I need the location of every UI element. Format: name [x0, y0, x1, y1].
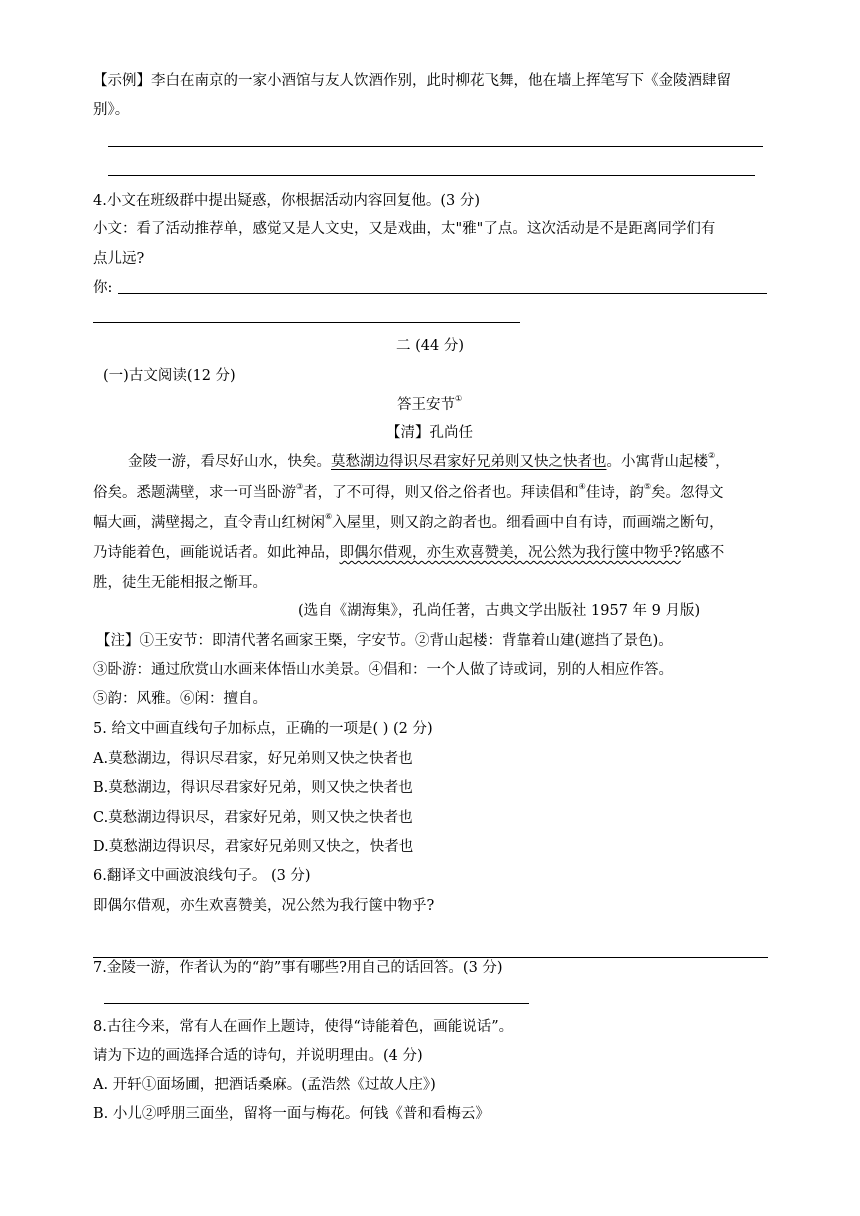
- q4-title: 4.小文在班级群中提出疑惑，你根据活动内容回复他。(3 分): [93, 193, 480, 209]
- section-subheading: (一)古文阅读(12 分): [103, 368, 236, 384]
- example-line-1: 【示例】李白在南京的一家小酒馆与友人饮酒作别，此时柳花飞舞，他在墙上挥笔写下《金陵酒肆留: [93, 73, 731, 89]
- q4-xiaowen-line-1: 小文：看了活动推荐单，感觉又是人文史，又是戏曲，太"雅"了点。这次活动是不是距离同学们有: [93, 221, 716, 237]
- footnote-marker: ①: [455, 394, 463, 403]
- q5-option-c[interactable]: C.莫愁湖边得识尽，君家好兄弟，则又快之快者也: [93, 810, 413, 826]
- answer-line[interactable]: [108, 175, 755, 176]
- q6-title: 6.翻译文中画波浪线句子。 (3 分): [93, 868, 311, 884]
- answer-line[interactable]: [108, 146, 763, 147]
- passage-title: 答王安节①: [397, 394, 463, 413]
- example-line-2: 别》。: [93, 102, 130, 118]
- answer-line[interactable]: [104, 1003, 529, 1004]
- answer-line[interactable]: [118, 293, 767, 294]
- passage-author: 【清】孔尚任: [386, 425, 473, 441]
- passage-line-1: 金陵一游，看尽好山水，快矣。莫愁湖边得识尽君家好兄弟则又快之快者也。小寓背山起楼②，: [128, 451, 730, 470]
- q8-instruction: 请为下边的画选择合适的诗句，并说明理由。(4 分): [93, 1048, 423, 1064]
- passage-line-2: 俗矣。悉题满壁，求一可当卧游③者，了不可得，则又俗之俗者也。拜读倡和④佳诗，韵⑤矣。忽得文: [93, 482, 724, 501]
- q8-option-b[interactable]: B. 小儿②呼朋三面坐，留将一面与梅花。何钱《普和看梅云》: [93, 1106, 490, 1122]
- answer-line[interactable]: [93, 957, 768, 958]
- wavy-underlined-sentence: 即偶尔借观，亦生欢喜赞美，况公然为我行箧中物乎?: [339, 545, 681, 561]
- q8-option-a[interactable]: A. 开轩①面场圃，把酒话桑麻。(孟浩然《过故人庄》): [93, 1077, 436, 1093]
- passage-line-5: 胜，徒生无能相报之惭耳。: [93, 575, 267, 591]
- q4-you-label: 你:: [93, 280, 113, 296]
- passage-source: (选自《湖海集》，孔尚任著，古典文学出版社 1957 年 9 月版): [298, 603, 701, 619]
- q7-title: 7.金陵一游，作者认为的“韵”事有哪些?用自己的话回答。(3 分): [93, 960, 503, 976]
- q5-option-a[interactable]: A.莫愁湖边，得识尽君家，好兄弟则又快之快者也: [93, 751, 413, 767]
- q5-option-d[interactable]: D.莫愁湖边得识尽，君家好兄弟则又快之，快者也: [93, 839, 414, 855]
- q8-title: 8.古往今来，常有人在画作上题诗，使得“诗能着色，画能说话”。: [93, 1019, 514, 1035]
- q5-title: 5. 给文中画直线句子加标点，正确的一项是( ) (2 分): [93, 721, 433, 737]
- note-line-3: ⑤韵：风雅。⑥闲：擅自。: [93, 691, 267, 707]
- q4-xiaowen-line-2: 点儿远?: [93, 251, 145, 267]
- q5-option-b[interactable]: B.莫愁湖边，得识尽君家好兄弟，则又快之快者也: [93, 780, 413, 796]
- q6-sentence: 即偶尔借观，亦生欢喜赞美，况公然为我行箧中物乎?: [93, 898, 435, 914]
- straight-underlined-sentence: 莫愁湖边得识尽君家好兄弟则又快之快者也: [331, 454, 607, 470]
- passage-line-3: 幅大画，满壁揭之，直令青山红树闲⑥入屋里，则又韵之韵者也。细看画中自有诗，而画端之断句，: [93, 512, 724, 531]
- passage-line-4: 乃诗能着色，画能说话者。如此神品，即偶尔借观，亦生欢喜赞美，况公然为我行箧中物乎?铭感不: [93, 545, 725, 561]
- note-line-1: 【注】①王安节：即清代著名画家王槩，字安节。②背山起楼：背靠着山建(遮挡了景色)。: [96, 633, 673, 649]
- section-heading: 二 (44 分): [396, 338, 464, 354]
- note-line-2: ③卧游：通过欣赏山水画来体悟山水美景。④倡和：一个人做了诗或词，别的人相应作答。: [93, 662, 673, 678]
- answer-line[interactable]: [93, 322, 520, 323]
